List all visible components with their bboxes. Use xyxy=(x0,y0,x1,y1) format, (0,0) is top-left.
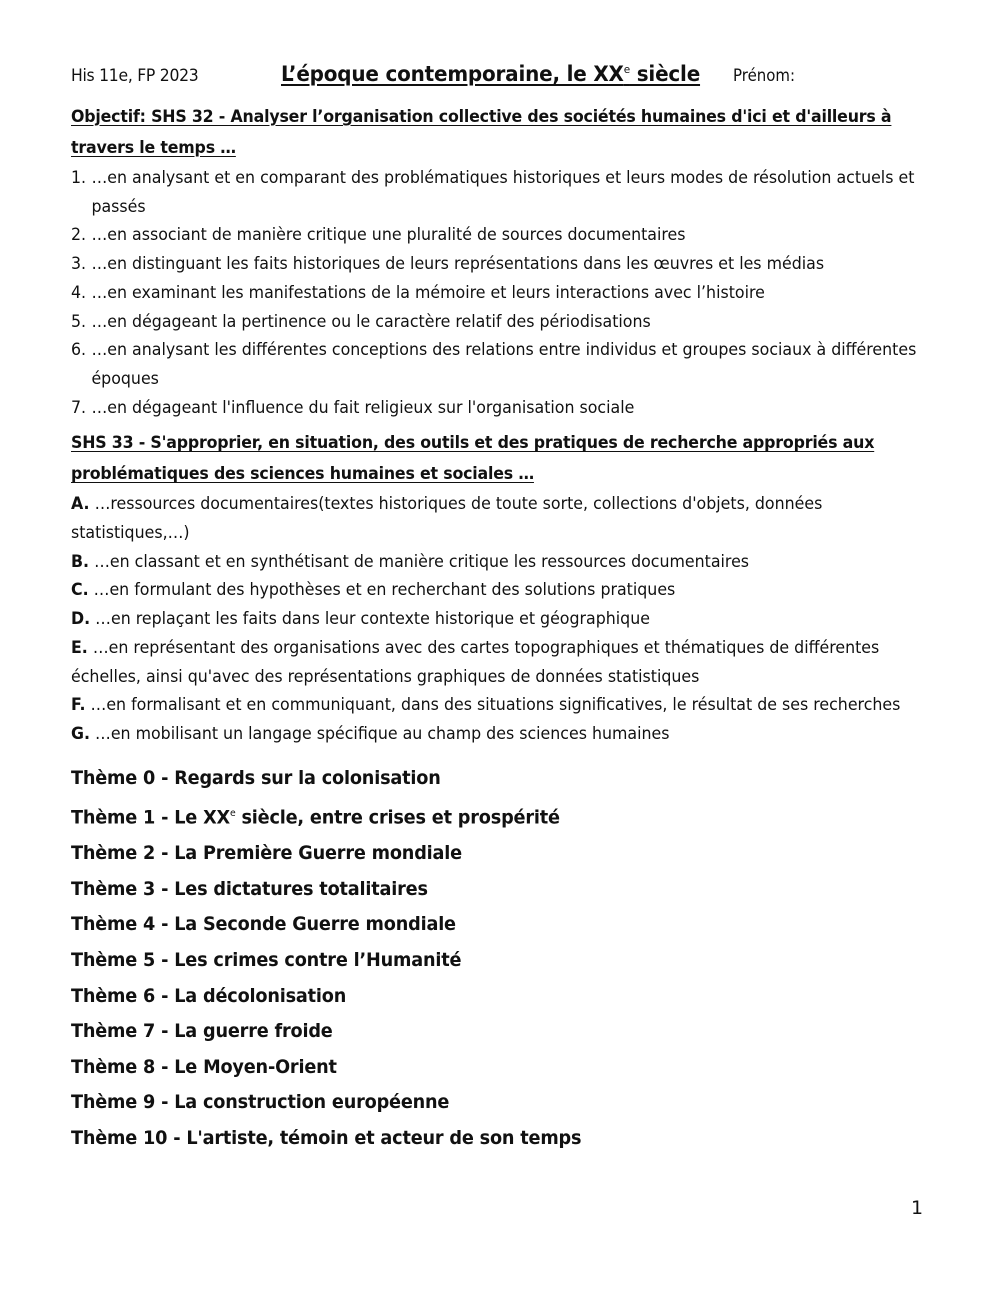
objective-item xyxy=(71,548,931,577)
objective-marker: G. xyxy=(71,723,90,744)
theme-item xyxy=(71,796,871,836)
objective-marker: C. xyxy=(71,580,89,601)
theme-item: Thème 3 - Les dictatures totalitaires xyxy=(71,877,428,900)
objective-marker: D. xyxy=(71,609,91,630)
theme-item: Thème 6 - La décolonisation xyxy=(71,984,347,1007)
shs32-heading: Objectif: SHS 32 - Analyser l’organisation collective des sociétés humaines d'ici et d'ailleurs à travers le temps … xyxy=(71,107,892,158)
objective-text: …en dégageant la pertinence ou le caractère relatif des périodisations xyxy=(91,311,651,332)
theme-item: Thème 9 - La construction européenne xyxy=(71,1091,450,1114)
document-page xyxy=(71,62,931,1157)
title-superscript: e xyxy=(623,63,630,76)
objective-marker: 1. xyxy=(71,168,87,188)
objective-marker: E. xyxy=(71,637,88,658)
theme-item: Thème 4 - La Seconde Guerre mondiale xyxy=(71,913,456,936)
theme-item: Thème 10 - L'artiste, témoin et acteur de son temps xyxy=(71,1126,582,1149)
objective-text: …en replaçant les faits dans leur contexte historique et géographique xyxy=(95,609,650,630)
document-title xyxy=(281,62,700,86)
objective-marker: 5. xyxy=(71,311,87,332)
objective-item xyxy=(71,164,931,221)
objective-marker: 4. xyxy=(71,282,87,303)
objective-marker: B. xyxy=(71,551,90,572)
objective-text: …en examinant les manifestations de la mémoire et leurs interactions avec l’histoire xyxy=(91,282,765,303)
shs33-heading: SHS 33 - S'approprier, en situation, des outils et des pratiques de recherche appropriés aux problématiques des sciences humaines et sociales … xyxy=(71,433,875,485)
theme-item: Thème 8 - Le Moyen-Orient xyxy=(71,1055,337,1078)
objective-item xyxy=(71,308,931,337)
objective-item xyxy=(71,720,931,749)
objective-item xyxy=(71,221,931,250)
objective-item xyxy=(71,605,931,634)
themes-list xyxy=(71,761,931,1157)
theme-superscript: e xyxy=(229,808,236,820)
objective-text: …en représentant des organisations avec des cartes topographiques et thématiques de différentes échelles, ainsi qu'avec des représentations graphiques de données statistiques xyxy=(71,637,880,687)
page-number: 1 xyxy=(911,1197,924,1219)
title-tail: siècle xyxy=(629,62,701,86)
objective-text: …en classant et en synthétisant de manière critique les ressources documentaires xyxy=(94,551,750,572)
document-header xyxy=(71,62,931,92)
objective-text: …en analysant les différentes conceptions des relations entre individus et groupes sociaux à différentes époques xyxy=(91,340,917,389)
theme-label-tail: siècle, entre crises et prospérité xyxy=(235,806,560,829)
objective-text: …en analysant et en comparant des problématiques historiques et leurs modes de résolution actuels et passés xyxy=(91,168,915,217)
objective-marker: 3. xyxy=(71,254,87,275)
objective-item xyxy=(71,490,931,547)
objective-marker: A. xyxy=(71,494,90,515)
course-label: His 11e, FP 2023 xyxy=(71,66,199,86)
objective-text: …en dégageant l'influence du fait religieux sur l'organisation sociale xyxy=(91,397,635,418)
objective-text: …ressources documentaires(textes historiques de toute sorte, collections d'objets, données statistiques,…) xyxy=(71,494,823,544)
objective-marker: 2. xyxy=(71,225,87,246)
objective-text: …en distinguant les faits historiques de leurs représentations dans les œuvres et les médias xyxy=(91,254,825,275)
objective-marker: 6. xyxy=(71,340,87,361)
shs32-objectives-list xyxy=(71,164,931,422)
theme-label: Thème 1 - Le XX xyxy=(71,806,230,829)
objective-marker: F. xyxy=(71,695,86,716)
objective-text: …en formulant des hypothèses et en recherchant des solutions pratiques xyxy=(93,580,676,601)
objective-marker: 7. xyxy=(71,397,87,418)
objective-text: …en associant de manière critique une pluralité de sources documentaires xyxy=(91,225,686,246)
objective-text: …en formalisant et en communiquant, dans des situations significatives, le résultat de ses recherches xyxy=(90,695,901,716)
theme-item: Thème 7 - La guerre froide xyxy=(71,1020,333,1043)
objective-item xyxy=(71,336,931,393)
first-name-label: Prénom: xyxy=(733,66,796,86)
theme-item: Thème 5 - Les crimes contre l’Humanité xyxy=(71,948,462,971)
shs33-objectives-list xyxy=(71,490,931,748)
objective-item xyxy=(71,634,931,691)
objective-item xyxy=(71,394,931,423)
objective-item xyxy=(71,576,931,605)
theme-item: Thème 2 - La Première Guerre mondiale xyxy=(71,842,462,865)
theme-item: Thème 0 - Regards sur la colonisation xyxy=(71,766,441,789)
objective-item xyxy=(71,279,931,308)
objective-text: …en mobilisant un langage spécifique au champ des sciences humaines xyxy=(95,723,670,744)
title-text: L’époque contemporaine, le XX xyxy=(281,62,624,86)
objective-item xyxy=(71,691,931,720)
objective-item xyxy=(71,250,931,279)
